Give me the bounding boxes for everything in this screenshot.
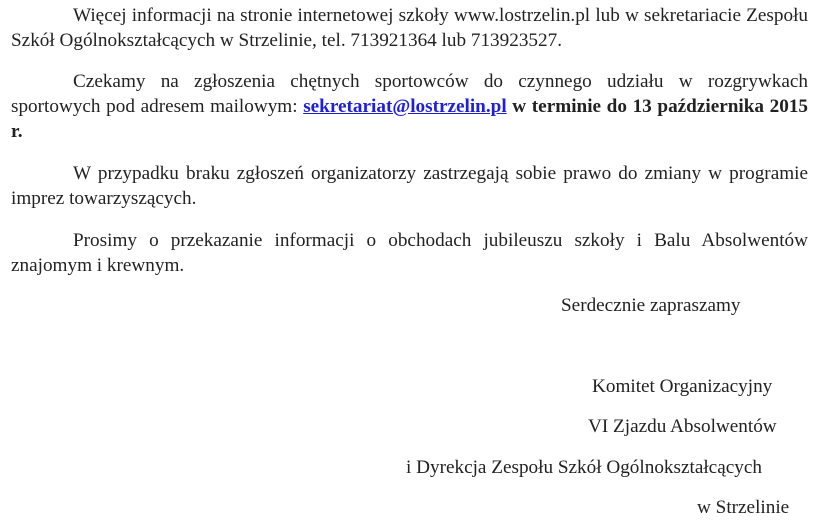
paragraph-request-info: Prosimy o przekazanie informacji o obchodach jubileuszu szkoły i Balu Absolwentów znajomym i krewnym. — [11, 230, 808, 276]
paragraph-registration — [11, 69, 808, 144]
signature-line-4: w Strzelinie — [697, 497, 790, 518]
paragraph-contact-info: Więcej informacji na stronie internetowej szkoły www.lostrzelin.pl lub w sekretariacie Zespołu Szkół Ogólnokształcących w Strzelinie, tel. 713921364 lub 713923527. — [11, 5, 808, 51]
email-link[interactable]: sekretariat@lostrzelin.pl — [303, 96, 507, 117]
signature-line-1: Komitet Organizacyjny — [592, 376, 773, 397]
closing-greeting: Serdecznie zapraszamy — [561, 295, 741, 316]
registration-text: Czekamy na zgłoszenia chętnych sportowców do czynnego udziału w rozgrywkach sportowych pod adresem mailowym: — [11, 71, 808, 117]
signature-line-2: VI Zjazdu Absolwentów — [588, 416, 777, 437]
paragraph-organizers-notice: W przypadku braku zgłoszeń organizatorzy zastrzegają sobie prawo do zmiany w programie imprez towarzyszących. — [11, 163, 808, 209]
signature-line-3: i Dyrekcja Zespołu Szkół Ogólnokształcących — [406, 457, 762, 478]
deadline-text: w terminie do 13 października 2015 r. — [11, 96, 809, 142]
